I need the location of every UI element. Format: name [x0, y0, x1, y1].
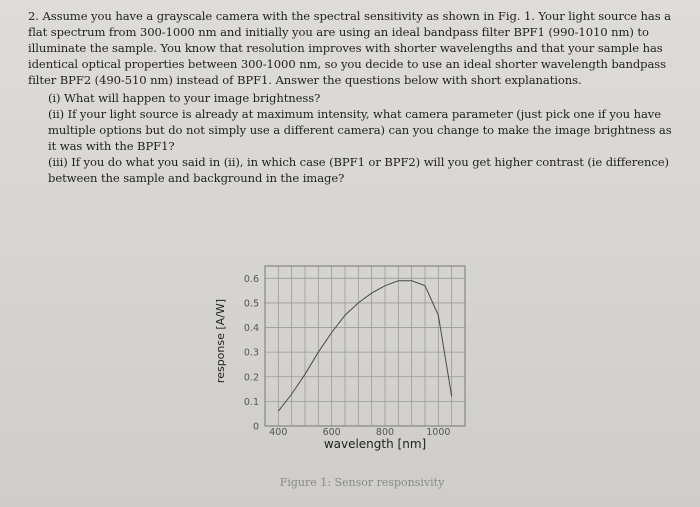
question-iii: (iii) If you do what you said in (ii), in which case (BPF1 or BPF2) will you get higher contrast (ie difference) between the sample and background in the image? [48, 155, 669, 185]
problem-intro-text: Assume you have a grayscale camera with the spectral sensitivity as shown in Fig. 1. Your light source has a flat spectrum from 300-1000 nm and initially you are using an ideal bandpass filter BPF1 (990-1010 nm) to illuminate the sample. You know that resolution improves with shorter wavelengths and that your sample has identical optical properties between 300-1000 nm, so you decide to use an ideal shorter wavelength bandpass filter BPF2 (490-510 nm) instead of BPF1. Answer the questions below with short explanations. [28, 9, 671, 87]
x-axis-label: wavelength [nm] [323, 437, 427, 451]
series-line [278, 281, 451, 411]
y-tick-label: 0.1 [243, 396, 259, 408]
responsivity-chart [200, 256, 490, 496]
chart-ticks [244, 274, 451, 438]
x-tick-label: 600 [322, 427, 341, 438]
y-tick-label: 0.4 [243, 323, 259, 335]
y-tick-label: 0 [252, 421, 259, 433]
y-axis-label: response [A/W] [214, 298, 227, 384]
figure-caption: Figure 1: Sensor responsivity [279, 476, 445, 489]
x-tick-label: 400 [269, 427, 288, 438]
x-tick-label: 800 [375, 427, 395, 438]
question-i: (i) What will happen to your image brightness? [48, 91, 321, 105]
y-tick-label: 0.2 [243, 372, 259, 384]
problem-number: 2. [28, 9, 39, 23]
y-tick-label: 0.6 [243, 273, 259, 285]
problem-2 [28, 8, 680, 186]
question-list [48, 90, 680, 186]
y-tick-label: 0.3 [243, 347, 259, 359]
problem-intro [28, 8, 680, 88]
y-tick-label: 0.5 [243, 298, 259, 310]
chart-axes [265, 266, 465, 426]
chart-grid [265, 266, 465, 426]
x-tick-label: 1000 [426, 427, 451, 438]
question-ii: (ii) If your light source is already at maximum intensity, what camera parameter (just pick one if you have multiple options but do not simply use a different camera) can you change to make the image brightness as it was with the BPF1? [48, 107, 672, 153]
plot-frame [265, 266, 465, 426]
